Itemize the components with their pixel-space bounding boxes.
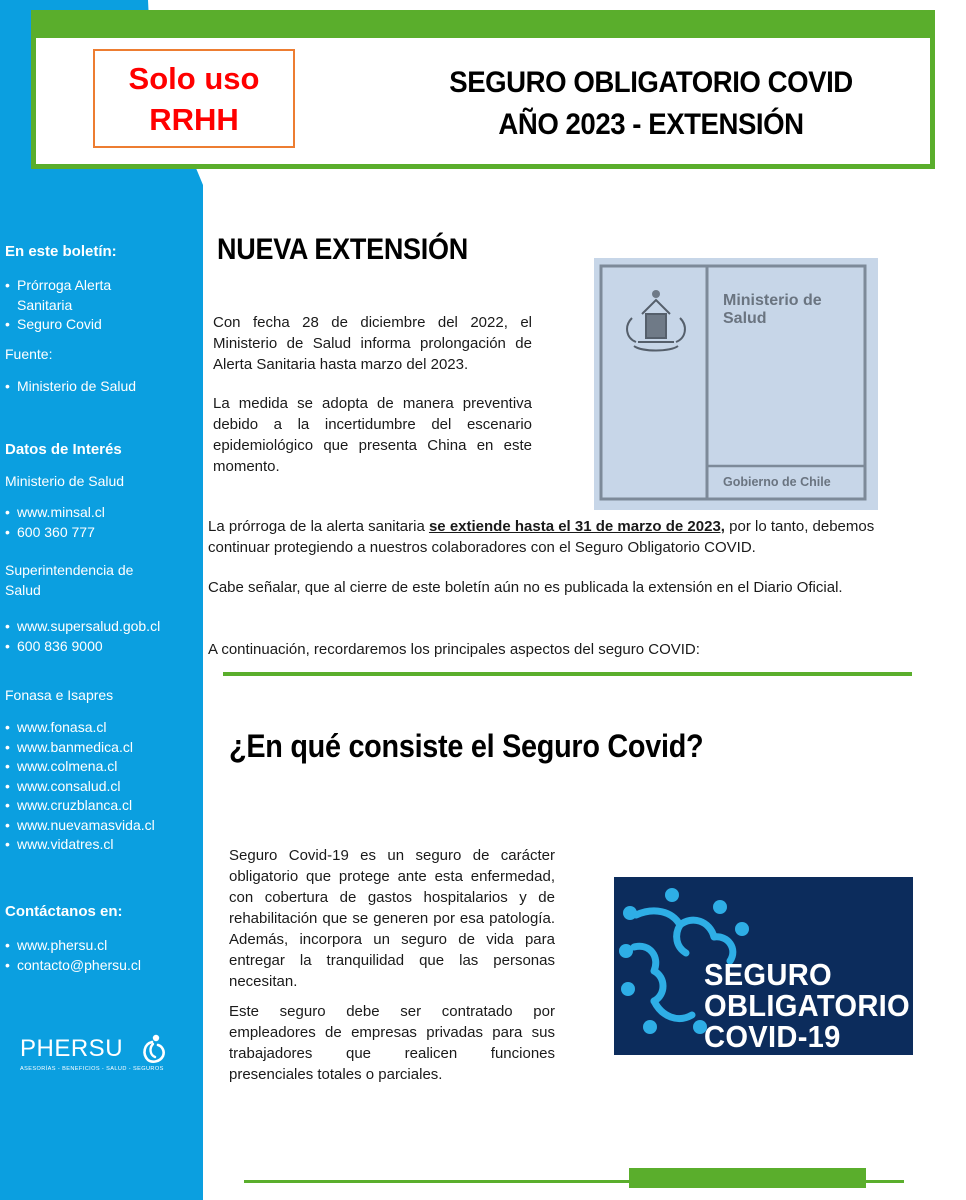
- phersu-logo-tagline: ASESORÍAS - BENEFICIOS - SALUD - SEGUROS: [20, 1066, 164, 1072]
- sidebar-link-fonasa[interactable]: • www.fonasa.cl: [5, 718, 200, 738]
- sidebar-fonasa-label: Fonasa e Isapres: [5, 687, 114, 703]
- phersu-figure-icon: [136, 1032, 168, 1064]
- sidebar-heading-in-bulletin: En este boletín:: [5, 243, 117, 260]
- sidebar-link-phersu[interactable]: • www.phersu.cl: [5, 936, 200, 956]
- section1-continuation: A continuación, recordaremos los principales aspectos del seguro COVID:: [208, 641, 700, 658]
- ministerio-logo-line-1: Ministerio de: [723, 292, 822, 309]
- covid-logo-line-1: SEGURO: [704, 957, 832, 992]
- sidebar-list-source: [5, 377, 200, 397]
- footer-accent-bar: [629, 1168, 866, 1188]
- section-heading-en-que-consiste: ¿En qué consiste el Seguro Covid?: [229, 728, 704, 764]
- extension-date-highlight: se extiende hasta el 31 de marzo de 2023,: [428, 518, 725, 535]
- sidebar: [0, 0, 203, 1200]
- sidebar-phone-supersalud: • 600 836 9000: [5, 637, 200, 657]
- sidebar-list-in-bulletin: [5, 276, 200, 335]
- section2-paragraph-1: Seguro Covid-19 es un seguro de carácter obligatorio que protege ante esta enfermedad, con cobertura de gastos hospitalarios y de rehabilitación que se generen por esa patología. Además, incorpora un seguro de vida para entregar la tranquilidad que las personas necesitan.: [229, 847, 555, 990]
- sidebar-link-consalud[interactable]: • www.consalud.cl: [5, 777, 200, 797]
- sidebar-list-contact: [5, 936, 200, 975]
- extension-text-post: por lo tanto, debemos continuar protegiendo a nuestros colaboradores con el Seguro Obligatorio COVID.: [208, 518, 875, 556]
- covid-logo-line-3: COVID-19: [704, 1019, 841, 1054]
- sidebar-list-fonasa: [5, 718, 200, 855]
- sidebar-heading-interest: Datos de Interés: [5, 441, 122, 458]
- section2-paragraph-2: Este seguro debe ser contratado por empleadores de empresas privadas para sus trabajadores que realicen funciones presenciales totales o parciales.: [229, 1003, 555, 1083]
- covid-logo-text: [704, 959, 910, 1052]
- badge-line-1: Solo uso: [128, 61, 260, 96]
- extension-text-pre: La prórroga de la alerta sanitaria: [208, 518, 429, 535]
- sidebar-link-vidatres[interactable]: • www.vidatres.cl: [5, 835, 200, 855]
- phersu-logo: [20, 1032, 170, 1080]
- section-heading-nueva-extension: NUEVA EXTENSIÓN: [217, 233, 468, 266]
- sidebar-phone-minsal: • 600 360 777: [5, 523, 200, 543]
- section1-note: Cabe señalar, que al cierre de este boletín aún no es publicada la extensión en el Diario Oficial.: [208, 579, 843, 596]
- sidebar-source-label: Fuente:: [5, 346, 53, 362]
- sidebar-item-seguro-covid: • Seguro Covid: [5, 315, 200, 335]
- page-title-line-1: SEGURO OBLIGATORIO COVID: [449, 66, 853, 99]
- page-title: [389, 62, 913, 146]
- sidebar-list-minsal: [5, 503, 200, 542]
- phersu-logo-name: PHERSU: [20, 1035, 124, 1062]
- section1-paragraph-1: Con fecha 28 de diciembre del 2022, el Ministerio de Salud informa prolongación de Alerta Sanitaria hasta marzo del 2023.: [213, 314, 532, 373]
- sidebar-link-supersalud[interactable]: • www.supersalud.gob.cl: [5, 617, 200, 637]
- sidebar-superintendencia-label: Superintendencia de Salud: [5, 562, 134, 598]
- sidebar-list-superintendencia: [5, 617, 200, 656]
- covid-logo-line-2: OBLIGATORIO: [704, 988, 911, 1023]
- section-divider: [223, 672, 912, 676]
- sidebar-link-nuevamasvida[interactable]: • www.nuevamasvida.cl: [5, 816, 200, 836]
- ministerio-logo-line-2: Salud: [723, 310, 767, 327]
- sidebar-link-email[interactable]: • contacto@phersu.cl: [5, 956, 200, 976]
- sidebar-link-banmedica[interactable]: • www.banmedica.cl: [5, 738, 200, 758]
- ministerio-de-salud-logo: [594, 258, 878, 510]
- seguro-obligatorio-covid-logo: [614, 877, 913, 1055]
- sidebar-item-prorroga: • Prórroga Alerta Sanitaria: [5, 276, 125, 315]
- gobierno-de-chile-label: Gobierno de Chile: [723, 475, 831, 489]
- sidebar-heading-contact: Contáctanos en:: [5, 903, 123, 920]
- page-title-line-2: AÑO 2023 - EXTENSIÓN: [498, 108, 804, 141]
- badge-line-2: RRHH: [149, 102, 239, 137]
- sidebar-link-cruzblanca[interactable]: • www.cruzblanca.cl: [5, 796, 200, 816]
- sidebar-minsal-label: Ministerio de Salud: [5, 473, 125, 489]
- ministerio-logo-text: [723, 292, 822, 328]
- sidebar-link-colmena[interactable]: • www.colmena.cl: [5, 757, 200, 777]
- sidebar-item-source: • Ministerio de Salud: [5, 377, 200, 397]
- section1-extension-paragraph: [208, 516, 908, 558]
- section1-paragraph-2: La medida se adopta de manera preventiva debido a la incertidumbre del escenario epidemiológico que presenta China en este momento.: [213, 395, 532, 475]
- sidebar-link-minsal[interactable]: • www.minsal.cl: [5, 503, 200, 523]
